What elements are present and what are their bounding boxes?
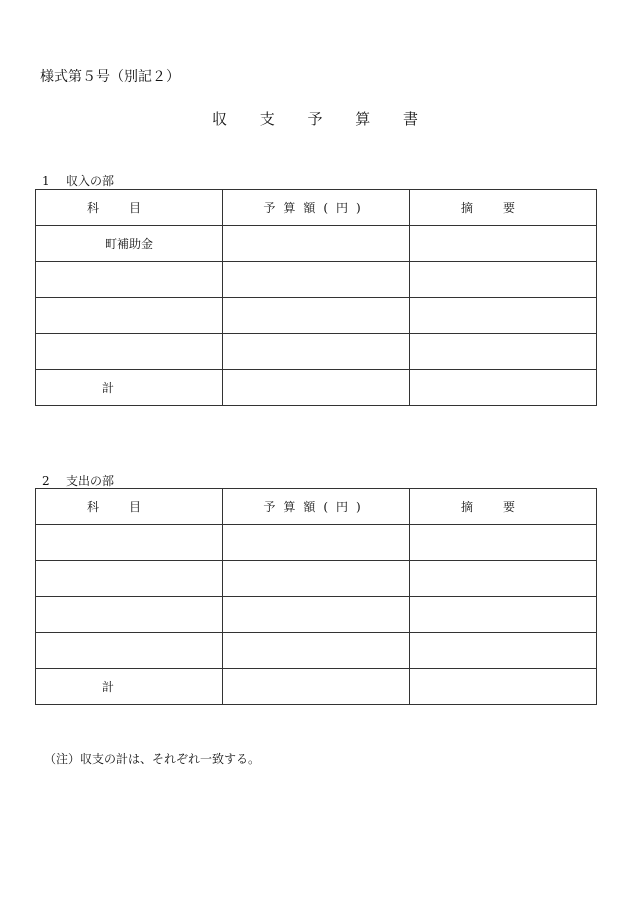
income-remarks-cell[interactable] [410, 334, 597, 370]
table-row [36, 226, 597, 262]
expense-section-heading [42, 472, 114, 489]
expense-section-number: 2 [42, 474, 50, 488]
expense-remarks-cell[interactable] [410, 525, 597, 561]
form-number: 様式第５号（別記２） [40, 69, 180, 85]
income-item-cell[interactable] [36, 262, 223, 298]
table-row [36, 298, 597, 334]
expense-total-amount-cell[interactable] [223, 669, 410, 705]
expense-amount-cell[interactable] [223, 561, 410, 597]
table-row [36, 262, 597, 298]
income-section-number: 1 [42, 174, 50, 188]
expense-total-label: 計 [36, 669, 223, 705]
expense-amount-cell[interactable] [223, 597, 410, 633]
income-table [35, 189, 597, 406]
table-row [36, 525, 597, 561]
document-title: 収 支 予 算 書 [211, 110, 433, 128]
income-amount-cell[interactable] [223, 262, 410, 298]
expense-total-remarks-cell[interactable] [410, 669, 597, 705]
income-amount-cell[interactable] [223, 226, 410, 262]
income-item-cell[interactable] [36, 334, 223, 370]
income-amount-cell[interactable] [223, 334, 410, 370]
expense-col-remarks: 摘要 [410, 489, 597, 525]
footnote: （注）収支の計は、それぞれ一致する。 [44, 752, 261, 766]
income-col-item: 科目 [36, 190, 223, 226]
expense-table [35, 488, 597, 705]
income-remarks-cell[interactable] [410, 262, 597, 298]
income-total-amount-cell[interactable] [223, 370, 410, 406]
income-total-label: 計 [36, 370, 223, 406]
expense-total-row [36, 669, 597, 705]
expense-header-row [36, 489, 597, 525]
expense-item-cell[interactable] [36, 633, 223, 669]
income-section-heading [42, 172, 114, 189]
income-remarks-cell[interactable] [410, 226, 597, 262]
expense-section-title: 支出の部 [66, 474, 115, 488]
table-row [36, 597, 597, 633]
income-section-title: 収入の部 [66, 174, 115, 188]
expense-amount-cell[interactable] [223, 525, 410, 561]
income-total-row [36, 370, 597, 406]
expense-item-cell[interactable] [36, 525, 223, 561]
table-row [36, 633, 597, 669]
expense-col-item: 科目 [36, 489, 223, 525]
expense-remarks-cell[interactable] [410, 561, 597, 597]
expense-remarks-cell[interactable] [410, 633, 597, 669]
expense-col-amount: 予算額(円) [223, 489, 410, 525]
income-total-remarks-cell[interactable] [410, 370, 597, 406]
expense-remarks-cell[interactable] [410, 597, 597, 633]
expense-item-cell[interactable] [36, 597, 223, 633]
expense-amount-cell[interactable] [223, 633, 410, 669]
income-header-row [36, 190, 597, 226]
income-remarks-cell[interactable] [410, 298, 597, 334]
table-row [36, 561, 597, 597]
income-col-remarks: 摘要 [410, 190, 597, 226]
income-amount-cell[interactable] [223, 298, 410, 334]
table-row [36, 334, 597, 370]
income-item-cell[interactable] [36, 298, 223, 334]
expense-item-cell[interactable] [36, 561, 223, 597]
income-item-cell[interactable]: 町補助金 [36, 226, 223, 262]
income-col-amount: 予算額(円) [223, 190, 410, 226]
